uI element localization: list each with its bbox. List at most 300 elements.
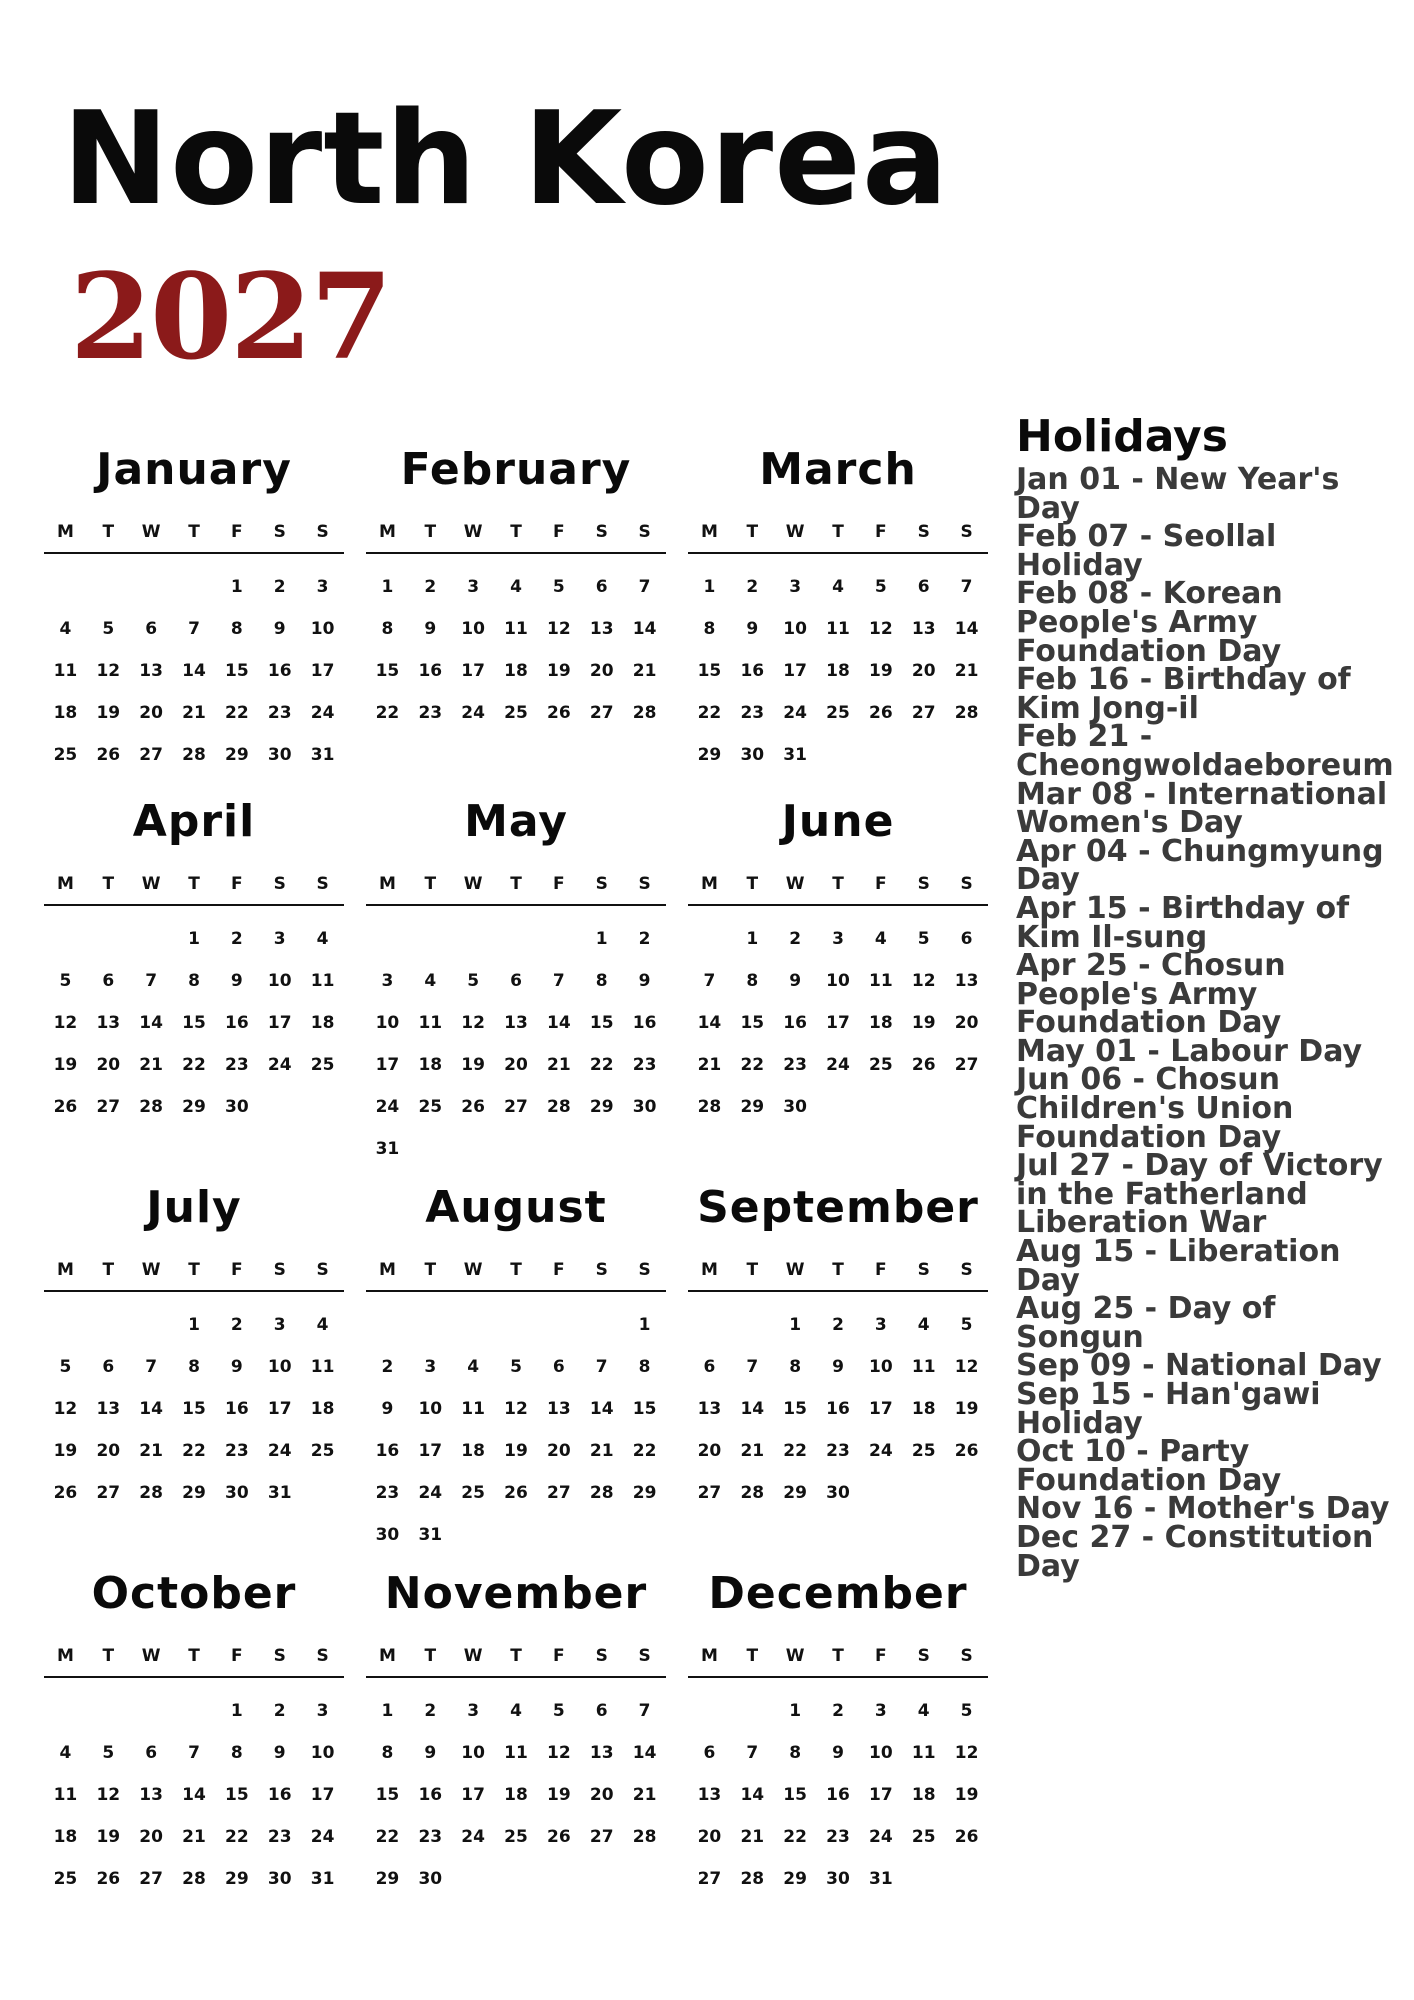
- weekday-label: T: [102, 1646, 115, 1666]
- weekday-label: W: [141, 1260, 161, 1280]
- day-cell: 19: [461, 1055, 485, 1075]
- month-name: February: [400, 444, 632, 495]
- day-cell: 26: [504, 1483, 528, 1503]
- day-cell: 9: [424, 619, 437, 639]
- day-cell: 6: [102, 971, 115, 991]
- day-cell: 25: [53, 1869, 78, 1889]
- holiday-item: Feb 07 - Seollal Holiday: [1016, 519, 1277, 583]
- day-cell: 26: [96, 1869, 121, 1889]
- weekday-label: T: [424, 522, 437, 542]
- day-cell: 16: [632, 1013, 657, 1033]
- day-cell: 18: [911, 1399, 936, 1419]
- day-cell: 8: [789, 1357, 802, 1377]
- day-cell: 28: [139, 1097, 163, 1117]
- weekday-label: M: [56, 874, 74, 894]
- day-cell: 7: [552, 971, 565, 991]
- day-cell: 6: [102, 1357, 115, 1377]
- day-cell: 3: [381, 971, 394, 991]
- day-cell: 9: [424, 1743, 437, 1763]
- weekday-label: F: [231, 1646, 243, 1666]
- weekday-label: M: [378, 1260, 396, 1280]
- day-cell: 21: [954, 661, 979, 681]
- day-cell: 9: [230, 1357, 243, 1377]
- day-cell: 24: [783, 703, 807, 723]
- day-cell: 2: [746, 577, 759, 597]
- day-cell: 2: [230, 1315, 243, 1335]
- day-cell: 20: [139, 703, 163, 723]
- day-cell: 12: [53, 1399, 78, 1419]
- day-cell: 10: [826, 971, 850, 991]
- day-cell: 17: [375, 1055, 400, 1075]
- day-cell: 17: [783, 661, 807, 681]
- day-cell: 19: [547, 661, 571, 681]
- weekday-label: F: [553, 522, 565, 542]
- day-cell: 27: [547, 1483, 571, 1503]
- day-cell: 18: [53, 1827, 78, 1847]
- day-cell: 19: [96, 1827, 121, 1847]
- day-cell: 1: [188, 1315, 200, 1335]
- day-cell: 8: [230, 619, 243, 639]
- day-cell: 16: [225, 1399, 249, 1419]
- day-cell: 24: [267, 1055, 292, 1075]
- month-april: [44, 796, 344, 1182]
- day-cell: 3: [789, 577, 802, 597]
- day-cell: 3: [316, 577, 329, 597]
- day-cell: 13: [547, 1399, 571, 1419]
- day-cell: 19: [954, 1399, 979, 1419]
- day-cell: 11: [461, 1399, 485, 1419]
- day-cell: 11: [911, 1357, 936, 1377]
- day-cell: 10: [267, 971, 292, 991]
- day-cell: 18: [504, 661, 528, 681]
- day-cell: 3: [467, 577, 480, 597]
- day-cell: 14: [632, 1743, 657, 1763]
- holiday-item: Feb 16 - Birthday of Kim Jong-il: [1016, 662, 1351, 726]
- day-cell: 15: [182, 1399, 206, 1419]
- day-cell: 26: [547, 703, 571, 723]
- day-cell: 3: [832, 929, 844, 949]
- weekday-label: W: [785, 522, 805, 542]
- weekday-label: M: [378, 522, 396, 542]
- weekday-label: W: [463, 522, 483, 542]
- weekday-label: F: [875, 522, 887, 542]
- day-cell: 30: [826, 1869, 850, 1889]
- day-cell: 4: [917, 1315, 930, 1335]
- day-cell: 20: [589, 661, 614, 681]
- weekday-header: [44, 1644, 344, 1678]
- weekday-label: T: [746, 1646, 759, 1666]
- day-cell: 26: [954, 1827, 979, 1847]
- day-cell: 10: [310, 1743, 335, 1763]
- day-cell: 26: [954, 1441, 979, 1461]
- day-cell: 29: [375, 1869, 400, 1889]
- day-grid: [366, 566, 666, 734]
- day-cell: 30: [225, 1097, 249, 1117]
- day-cell: 3: [273, 929, 286, 949]
- day-cell: 11: [504, 619, 528, 639]
- day-cell: 13: [96, 1013, 121, 1033]
- day-cell: 7: [703, 971, 716, 991]
- day-cell: 19: [96, 703, 121, 723]
- day-cell: 29: [589, 1097, 614, 1117]
- day-cell: 25: [826, 703, 850, 723]
- day-cell: 19: [954, 1785, 979, 1805]
- weekday-header: [366, 1258, 666, 1292]
- month-march: [688, 444, 988, 796]
- day-cell: 13: [589, 619, 614, 639]
- day-cell: 8: [188, 1357, 200, 1377]
- day-grid: [688, 1690, 988, 1900]
- day-cell: 1: [595, 929, 608, 949]
- weekday-label: T: [510, 1646, 522, 1666]
- day-cell: 29: [783, 1483, 807, 1503]
- day-cell: 27: [504, 1097, 528, 1117]
- day-cell: 16: [418, 661, 443, 681]
- day-cell: 10: [461, 619, 485, 639]
- weekday-label: T: [832, 874, 844, 894]
- day-cell: 5: [102, 1743, 115, 1763]
- day-cell: 12: [869, 619, 893, 639]
- day-cell: 17: [461, 1785, 485, 1805]
- month-february: [366, 444, 666, 796]
- day-cell: 8: [746, 971, 759, 991]
- day-cell: 10: [310, 619, 335, 639]
- weekday-label: M: [56, 1260, 74, 1280]
- day-cell: 2: [789, 929, 802, 949]
- holiday-list: [1016, 462, 1396, 1584]
- day-cell: 9: [789, 971, 802, 991]
- day-cell: 9: [273, 1743, 286, 1763]
- weekday-label: T: [424, 1646, 437, 1666]
- day-cell: 4: [59, 619, 72, 639]
- day-cell: 27: [697, 1869, 722, 1889]
- day-cell: 31: [375, 1139, 400, 1159]
- day-cell: 7: [746, 1357, 759, 1377]
- day-cell: 18: [310, 1013, 335, 1033]
- weekday-label: T: [832, 1260, 844, 1280]
- day-cell: 29: [783, 1869, 807, 1889]
- day-cell: 6: [703, 1743, 716, 1763]
- day-cell: 5: [510, 1357, 522, 1377]
- weekday-label: W: [785, 1260, 805, 1280]
- weekday-header: [44, 872, 344, 906]
- day-cell: 11: [53, 661, 78, 681]
- day-cell: 15: [375, 1785, 400, 1805]
- day-cell: 22: [697, 703, 722, 723]
- day-cell: 18: [826, 661, 850, 681]
- day-cell: 11: [869, 971, 893, 991]
- day-cell: 2: [638, 929, 651, 949]
- weekday-header: [688, 872, 988, 906]
- weekday-label: S: [595, 874, 608, 894]
- day-cell: 22: [375, 1827, 400, 1847]
- weekday-label: S: [917, 522, 930, 542]
- day-cell: 22: [182, 1441, 206, 1461]
- day-cell: 18: [53, 703, 78, 723]
- day-cell: 8: [230, 1743, 243, 1763]
- weekday-label: W: [463, 1260, 483, 1280]
- month-june: [688, 796, 988, 1182]
- weekday-header: [366, 520, 666, 554]
- day-cell: 25: [53, 745, 78, 765]
- day-cell: 22: [632, 1441, 657, 1461]
- weekday-label: T: [746, 1260, 759, 1280]
- day-cell: 10: [267, 1357, 292, 1377]
- day-cell: 4: [832, 577, 844, 597]
- day-cell: 15: [632, 1399, 657, 1419]
- day-cell: 23: [632, 1055, 657, 1075]
- day-cell: 21: [740, 1441, 765, 1461]
- day-cell: 2: [424, 1701, 437, 1721]
- day-grid: [366, 1690, 666, 1900]
- day-cell: 29: [225, 1869, 249, 1889]
- day-cell: 13: [697, 1399, 722, 1419]
- day-cell: 5: [552, 1701, 565, 1721]
- weekday-label: F: [231, 1260, 243, 1280]
- day-cell: 6: [552, 1357, 565, 1377]
- weekday-label: T: [188, 1260, 200, 1280]
- weekday-label: S: [960, 1260, 973, 1280]
- day-cell: 28: [954, 703, 979, 723]
- day-cell: 25: [911, 1827, 936, 1847]
- day-cell: 15: [697, 661, 722, 681]
- day-cell: 11: [53, 1785, 78, 1805]
- weekday-label: T: [832, 1646, 844, 1666]
- day-cell: 30: [740, 745, 765, 765]
- months-grid: [44, 444, 988, 1928]
- holiday-item: Jan 01 - New Year's Day: [1016, 462, 1340, 526]
- day-cell: 11: [418, 1013, 443, 1033]
- day-cell: 7: [960, 577, 973, 597]
- day-cell: 22: [589, 1055, 614, 1075]
- day-cell: 6: [510, 971, 522, 991]
- day-cell: 28: [740, 1869, 765, 1889]
- day-cell: 24: [310, 703, 335, 723]
- holiday-item: Feb 08 - Korean People's Army Foundation Day: [1016, 576, 1283, 669]
- month-name: June: [781, 796, 895, 847]
- day-cell: 24: [310, 1827, 335, 1847]
- day-cell: 6: [703, 1357, 716, 1377]
- day-cell: 12: [96, 661, 121, 681]
- day-cell: 20: [547, 1441, 571, 1461]
- weekday-label: S: [638, 874, 651, 894]
- day-cell: 28: [740, 1483, 765, 1503]
- day-cell: 20: [697, 1441, 722, 1461]
- day-cell: 9: [230, 971, 243, 991]
- day-cell: 8: [703, 619, 716, 639]
- day-cell: 2: [230, 929, 243, 949]
- day-cell: 29: [740, 1097, 765, 1117]
- day-cell: 19: [53, 1441, 78, 1461]
- weekday-label: S: [638, 1260, 651, 1280]
- day-grid: [44, 1304, 344, 1514]
- day-cell: 15: [375, 661, 400, 681]
- weekday-label: T: [424, 1260, 437, 1280]
- day-cell: 22: [375, 703, 400, 723]
- day-cell: 21: [139, 1055, 163, 1075]
- weekday-label: F: [553, 1646, 565, 1666]
- day-cell: 12: [504, 1399, 528, 1419]
- day-cell: 9: [638, 971, 651, 991]
- day-cell: 17: [826, 1013, 850, 1033]
- day-cell: 14: [954, 619, 979, 639]
- day-cell: 4: [510, 577, 522, 597]
- weekday-label: F: [875, 874, 887, 894]
- day-cell: 25: [911, 1441, 936, 1461]
- weekday-header: [44, 520, 344, 554]
- day-cell: 14: [632, 619, 657, 639]
- day-cell: 2: [424, 577, 437, 597]
- day-cell: 25: [504, 1827, 528, 1847]
- weekday-label: S: [960, 522, 973, 542]
- day-cell: 28: [632, 1827, 657, 1847]
- day-cell: 16: [267, 661, 292, 681]
- weekday-label: S: [595, 1260, 608, 1280]
- day-grid: [44, 918, 344, 1128]
- day-grid: [688, 1304, 988, 1514]
- day-cell: 26: [869, 703, 893, 723]
- day-cell: 29: [182, 1097, 206, 1117]
- weekday-label: S: [316, 522, 329, 542]
- weekday-label: S: [638, 1646, 651, 1666]
- year-heading: 2027: [70, 247, 391, 386]
- weekday-label: S: [316, 1260, 329, 1280]
- day-cell: 16: [740, 661, 765, 681]
- day-cell: 19: [547, 1785, 571, 1805]
- day-cell: 16: [225, 1013, 249, 1033]
- weekday-label: F: [231, 874, 243, 894]
- day-cell: 3: [874, 1701, 887, 1721]
- day-cell: 13: [139, 1785, 163, 1805]
- day-cell: 23: [826, 1441, 850, 1461]
- page-title: North Korea: [62, 85, 950, 234]
- day-cell: 12: [954, 1743, 979, 1763]
- day-cell: 7: [188, 619, 200, 639]
- day-cell: 15: [783, 1785, 807, 1805]
- holiday-item: Apr 25 - Chosun People's Army Foundation Day: [1016, 948, 1286, 1041]
- weekday-label: T: [510, 874, 522, 894]
- weekday-label: S: [960, 874, 973, 894]
- day-cell: 11: [826, 619, 850, 639]
- day-cell: 4: [874, 929, 887, 949]
- day-cell: 27: [697, 1483, 722, 1503]
- day-cell: 30: [632, 1097, 657, 1117]
- day-cell: 22: [783, 1441, 807, 1461]
- day-cell: 20: [96, 1441, 121, 1461]
- day-cell: 8: [638, 1357, 651, 1377]
- weekday-label: T: [510, 522, 522, 542]
- holiday-item: Jul 27 - Day of Victory in the Fatherland Liberation War: [1016, 1148, 1383, 1241]
- day-cell: 6: [960, 929, 973, 949]
- day-cell: 22: [225, 703, 249, 723]
- weekday-label: T: [746, 522, 759, 542]
- month-name: April: [132, 796, 256, 847]
- day-cell: 21: [182, 703, 206, 723]
- day-cell: 28: [589, 1483, 614, 1503]
- month-name: July: [146, 1182, 242, 1233]
- day-cell: 19: [869, 661, 893, 681]
- holiday-item: Dec 27 - Constitution Day: [1016, 1519, 1374, 1584]
- day-cell: 13: [697, 1785, 722, 1805]
- day-cell: 26: [911, 1055, 936, 1075]
- weekday-label: S: [273, 874, 286, 894]
- weekday-label: S: [917, 1646, 930, 1666]
- day-cell: 21: [182, 1827, 206, 1847]
- day-cell: 19: [504, 1441, 528, 1461]
- weekday-label: F: [553, 1260, 565, 1280]
- day-cell: 12: [96, 1785, 121, 1805]
- holidays-panel: [1016, 411, 1396, 1584]
- day-cell: 3: [424, 1357, 437, 1377]
- day-cell: 12: [461, 1013, 485, 1033]
- day-cell: 25: [418, 1097, 443, 1117]
- day-cell: 30: [826, 1483, 850, 1503]
- day-cell: 11: [911, 1743, 936, 1763]
- day-cell: 19: [911, 1013, 936, 1033]
- day-cell: 15: [225, 1785, 249, 1805]
- day-cell: 24: [461, 1827, 485, 1847]
- day-cell: 31: [310, 745, 335, 765]
- day-grid: [688, 918, 988, 1128]
- day-cell: 26: [53, 1097, 78, 1117]
- day-cell: 31: [869, 1869, 893, 1889]
- day-cell: 29: [632, 1483, 657, 1503]
- day-cell: 16: [783, 1013, 807, 1033]
- day-cell: 1: [188, 929, 200, 949]
- day-cell: 13: [139, 661, 163, 681]
- day-cell: 18: [911, 1785, 936, 1805]
- holiday-item: Sep 09 - National Day: [1016, 1348, 1382, 1384]
- weekday-label: W: [141, 522, 161, 542]
- day-cell: 4: [59, 1743, 72, 1763]
- weekday-label: W: [463, 874, 483, 894]
- day-cell: 24: [267, 1441, 292, 1461]
- day-cell: 10: [375, 1013, 400, 1033]
- day-cell: 23: [826, 1827, 850, 1847]
- weekday-label: W: [785, 1646, 805, 1666]
- day-cell: 28: [632, 703, 657, 723]
- holiday-item: Feb 21 - Cheongwoldaeboreum: [1016, 719, 1394, 783]
- day-cell: 20: [96, 1055, 121, 1075]
- month-january: [44, 444, 344, 796]
- day-cell: 21: [139, 1441, 163, 1461]
- day-cell: 23: [225, 1441, 249, 1461]
- weekday-label: T: [424, 874, 437, 894]
- weekday-label: S: [316, 1646, 329, 1666]
- weekday-label: F: [875, 1260, 887, 1280]
- weekday-label: T: [832, 522, 844, 542]
- day-cell: 25: [461, 1483, 485, 1503]
- day-cell: 1: [230, 1701, 243, 1721]
- month-september: [688, 1182, 988, 1568]
- day-cell: 22: [740, 1055, 765, 1075]
- day-cell: 23: [225, 1055, 249, 1075]
- weekday-label: M: [700, 522, 718, 542]
- month-name: May: [464, 796, 568, 847]
- holiday-item: Apr 04 - Chungmyung Day: [1016, 833, 1384, 898]
- day-cell: 30: [783, 1097, 807, 1117]
- weekday-label: S: [273, 522, 286, 542]
- day-cell: 3: [273, 1315, 286, 1335]
- weekday-label: T: [102, 874, 115, 894]
- day-cell: 6: [145, 619, 158, 639]
- month-name: March: [759, 444, 917, 495]
- day-cell: 7: [746, 1743, 759, 1763]
- day-cell: 20: [697, 1827, 722, 1847]
- day-cell: 11: [310, 971, 335, 991]
- day-cell: 5: [467, 971, 480, 991]
- day-cell: 11: [310, 1357, 335, 1377]
